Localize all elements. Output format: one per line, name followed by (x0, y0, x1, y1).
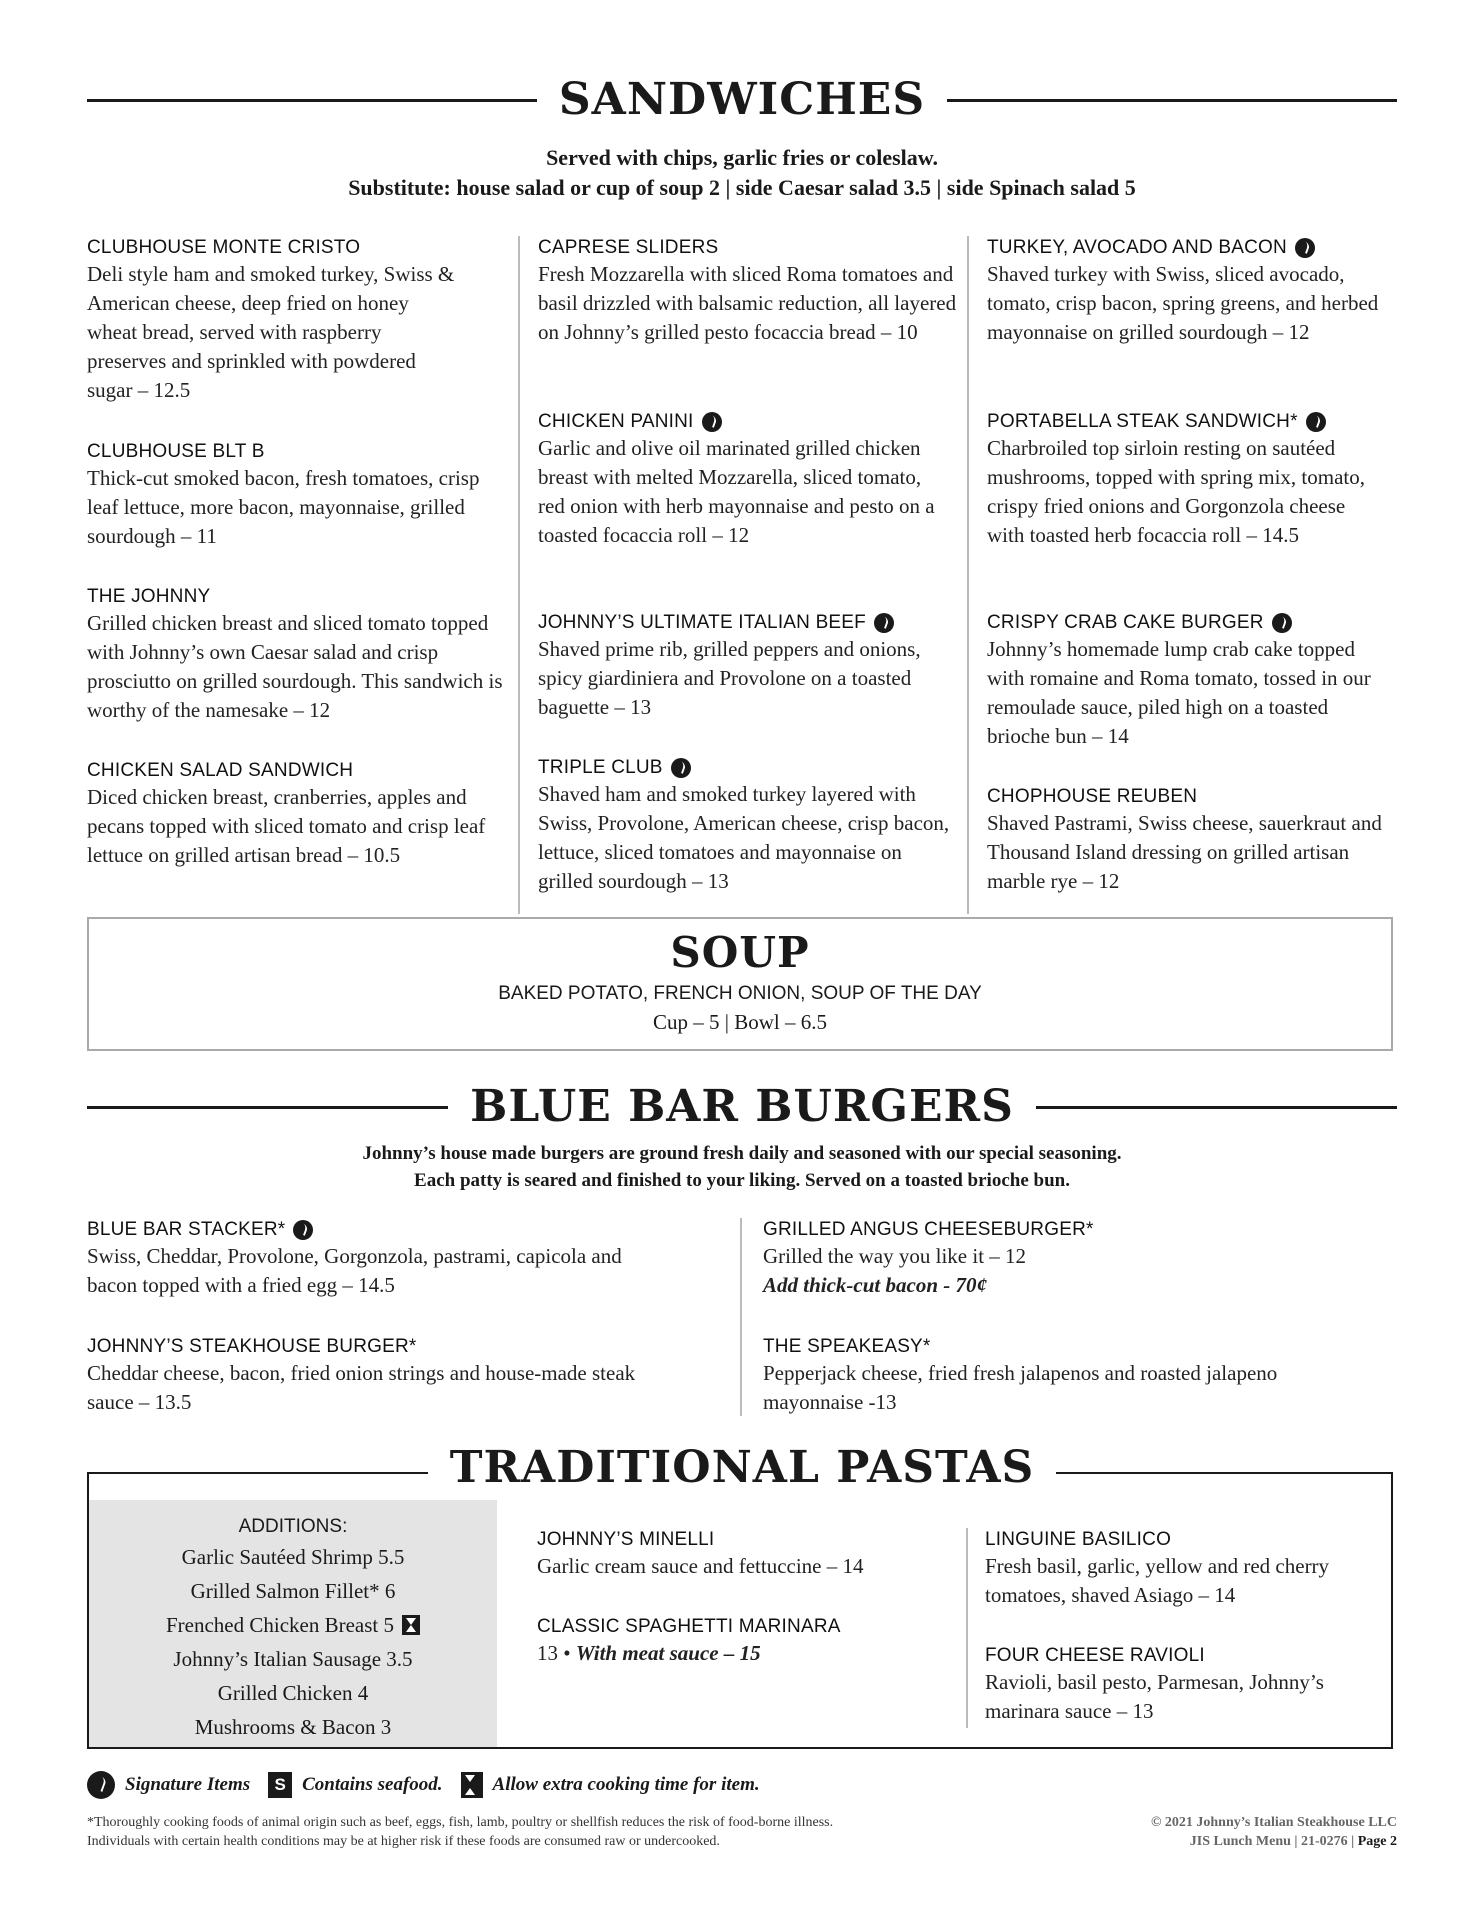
addition-label: Grilled Salmon Fillet* 6 (190, 1579, 396, 1603)
rule-line (947, 99, 1397, 102)
addition-item (89, 1574, 497, 1608)
column-divider (967, 236, 969, 914)
soup-title: SOUP (670, 928, 810, 977)
item-description: Shaved prime rib, grilled peppers and onions, spicy giardiniera and Provolone on a toasted baguette – 13 (538, 637, 921, 719)
item-description: Cheddar cheese, bacon, fried onion strings and house-made steak sauce – 13.5 (87, 1361, 636, 1414)
item-addon-text: Add thick-cut bacon - 70¢ (763, 1273, 987, 1297)
item-name: CAPRESE SLIDERS (538, 237, 719, 258)
item-name-text: TURKEY, AVOCADO AND BACON (987, 237, 1287, 258)
rule-line (87, 99, 537, 102)
soup-section (87, 917, 1393, 1051)
sandwiches-heading (87, 74, 1397, 125)
item-description: Pepperjack cheese, fried fresh jalapenos and roasted jalapeno mayonnaise -13 (763, 1361, 1278, 1414)
item-name-text: JOHNNY’S ULTIMATE ITALIAN BEEF (538, 612, 866, 633)
item-description: Shaved turkey with Swiss, sliced avocado, tomato, crisp bacon, spring greens, and herbed mayonnaise on grilled sourdough – 12 (987, 262, 1379, 344)
item-name: THE SPEAKEASY* (763, 1336, 931, 1357)
item-name (987, 236, 1397, 260)
seafood-icon: S (268, 1772, 292, 1798)
item-description: Fresh basil, garlic, yellow and red cherry tomatoes, shaved Asiago – 14 (985, 1554, 1330, 1607)
menu-item (538, 410, 963, 550)
item-description: Shaved Pastrami, Swiss cheese, sauerkraut and Thousand Island dressing on grilled artisan marble rye – 12 (987, 811, 1382, 893)
item-name (87, 1218, 687, 1242)
item-name: JOHNNY’S STEAKHOUSE BURGER* (87, 1336, 417, 1357)
page-number: Page 2 (1357, 1834, 1397, 1849)
footer-info (1151, 1813, 1397, 1851)
addition-label: Grilled Chicken 4 (217, 1681, 369, 1705)
copyright: © 2021 Johnny’s Italian Steakhouse LLC (1150, 1815, 1397, 1830)
item-name: CLUBHOUSE MONTE CRISTO (87, 237, 361, 258)
signature-icon (702, 412, 722, 432)
menu-item (87, 1335, 687, 1417)
burgers-subtitle: Johnny’s house made burgers are ground fresh daily and seasoned with our special seasoning. (362, 1143, 1122, 1164)
menu-item (538, 236, 963, 347)
menu-item (987, 611, 1397, 751)
menu-item (87, 236, 507, 405)
column-divider (966, 1528, 968, 1728)
item-description: Thick-cut smoked bacon, fresh tomatoes, crisp leaf lettuce, more bacon, mayonnaise, grilled sourdough – 11 (87, 466, 480, 548)
column-divider (740, 1218, 742, 1416)
signature-icon (1306, 412, 1326, 432)
item-option: With meat sauce – 15 (575, 1641, 761, 1665)
burgers-title: BLUE BAR BURGERS (470, 1081, 1014, 1132)
signature-icon (671, 758, 691, 778)
item-name: CLASSIC SPAGHETTI MARINARA (537, 1616, 841, 1637)
item-name: LINGUINE BASILICO (985, 1529, 1172, 1550)
item-name (987, 611, 1397, 635)
item-name: JOHNNY’S MINELLI (537, 1529, 715, 1550)
column-divider (518, 236, 520, 914)
item-name: GRILLED ANGUS CHEESEBURGER* (763, 1219, 1094, 1240)
burgers-heading (87, 1081, 1397, 1132)
addition-label: Garlic Sautéed Shrimp 5.5 (181, 1545, 405, 1569)
legend-seafood: Contains seafood. (302, 1774, 443, 1795)
legend-extra-time: Allow extra cooking time for item. (492, 1774, 760, 1795)
hourglass-icon (402, 1615, 420, 1635)
menu-item (763, 1335, 1363, 1417)
item-description: Ravioli, basil pesto, Parmesan, Johnny’s marinara sauce – 13 (985, 1670, 1324, 1723)
item-description: Garlic cream sauce and fettuccine – 14 (537, 1554, 864, 1578)
item-description: Grilled the way you like it – 12 (763, 1244, 1027, 1268)
menu-item (987, 236, 1397, 347)
sandwiches-title: SANDWICHES (558, 74, 926, 125)
soup-types: BAKED POTATO, FRENCH ONION, SOUP OF THE DAY (498, 983, 982, 1004)
item-description: Swiss, Cheddar, Provolone, Gorgonzola, pastrami, capicola and bacon topped with a fried egg – 14.5 (87, 1244, 622, 1297)
additions-panel (89, 1500, 497, 1747)
item-name-text: PORTABELLA STEAK SANDWICH* (987, 411, 1298, 432)
item-description (537, 1639, 937, 1668)
menu-item (537, 1528, 937, 1581)
signature-icon (1272, 613, 1292, 633)
addition-item (89, 1608, 497, 1642)
signature-icon (87, 1771, 115, 1799)
item-name-text: CRISPY CRAB CAKE BURGER (987, 612, 1264, 633)
signature-icon (1295, 238, 1315, 258)
menu-code (1151, 1832, 1397, 1851)
menu-item (985, 1528, 1375, 1610)
signature-icon (293, 1220, 313, 1240)
item-description: Grilled chicken breast and sliced tomato topped with Johnny’s own Caesar salad and crisp prosciutto on grilled sourdough. This sandwich is worthy of the namesake – 12 (87, 611, 503, 722)
item-description: Fresh Mozzarella with sliced Roma tomatoes and basil drizzled with balsamic reduction, all layered on Johnny’s grilled pesto focaccia bread – 10 (538, 262, 957, 344)
item-addon (763, 1271, 1363, 1300)
addition-label: Mushrooms & Bacon 3 (194, 1715, 392, 1739)
additions-title: ADDITIONS: (238, 1516, 348, 1537)
item-price: 13 • (537, 1641, 571, 1665)
item-description: Shaved ham and smoked turkey layered with Swiss, Provolone, American cheese, crisp bacon, lettuce, sliced tomatoes and mayonnaise on grilled sourdough – 13 (538, 782, 950, 893)
sandwiches-substitutes: Substitute: house salad or cup of soup 2 | side Caesar salad 3.5 | side Spinach salad 5 (348, 175, 1136, 200)
signature-icon (874, 613, 894, 633)
menu-item (87, 759, 507, 870)
item-name (987, 410, 1397, 434)
item-name-text: CHICKEN PANINI (538, 411, 694, 432)
food-safety-warning (87, 1813, 833, 1851)
menu-item (87, 585, 507, 725)
item-name (538, 611, 963, 635)
hourglass-icon (461, 1772, 483, 1798)
menu-item (985, 1644, 1375, 1726)
addition-label: Johnny’s Italian Sausage 3.5 (173, 1647, 413, 1671)
legend (87, 1771, 760, 1799)
menu-code-text: JIS Lunch Menu | 21-0276 | (1189, 1834, 1355, 1849)
item-name-text: TRIPLE CLUB (538, 757, 663, 778)
item-description: Diced chicken breast, cranberries, apples and pecans topped with sliced tomato and crisp leaf lettuce on grilled artisan bread – 10.5 (87, 785, 486, 867)
pasta-heading (0, 1440, 1484, 1496)
rule-line (87, 1106, 448, 1109)
addition-item (89, 1642, 497, 1676)
menu-item (987, 410, 1397, 550)
addition-label: Frenched Chicken Breast 5 (165, 1613, 395, 1637)
addition-item (89, 1540, 497, 1574)
rule-line (1036, 1106, 1397, 1109)
warning-line: *Thoroughly cooking foods of animal origin such as beef, eggs, fish, lamb, poultry or shellfish reduces the risk of food-borne illness. (87, 1815, 834, 1830)
addition-item (89, 1676, 497, 1710)
item-name (538, 410, 963, 434)
warning-line: Individuals with certain health conditions may be at higher risk if these foods are consumed raw or undercooked. (87, 1834, 720, 1849)
item-name: CHOPHOUSE REUBEN (987, 786, 1198, 807)
item-name: CLUBHOUSE BLT B (87, 441, 265, 462)
burgers-subtitle-2: Each patty is seared and finished to your liking. Served on a toasted brioche bun. (414, 1170, 1070, 1191)
legend-signature: Signature Items (125, 1774, 251, 1795)
menu-item (537, 1615, 937, 1668)
item-name: THE JOHNNY (87, 586, 211, 607)
item-name: FOUR CHEESE RAVIOLI (985, 1645, 1205, 1666)
item-description: Charbroiled top sirloin resting on sautéed mushrooms, topped with spring mix, tomato, crispy fried onions and Gorgonzola cheese with toasted herb focaccia roll – 14.5 (987, 436, 1365, 547)
item-name: CHICKEN SALAD SANDWICH (87, 760, 354, 781)
menu-item (987, 785, 1397, 896)
item-description: Garlic and olive oil marinated grilled chicken breast with melted Mozzarella, sliced tomato, red onion with herb mayonnaise and pesto on a toasted focaccia roll – 12 (538, 436, 935, 547)
sandwiches-subtitle: Served with chips, garlic fries or coleslaw. (546, 145, 938, 170)
addition-item (89, 1710, 497, 1744)
menu-item (763, 1218, 1363, 1300)
menu-item (538, 611, 963, 722)
menu-item (538, 756, 963, 896)
item-description: Deli style ham and smoked turkey, Swiss & American cheese, deep fried on honey wheat bread, served with raspberry preserves and sprinkled with powdered sugar – 12.5 (87, 262, 455, 402)
menu-item (87, 440, 507, 551)
menu-item (87, 1218, 687, 1300)
item-description: Johnny’s homemade lump crab cake topped with romaine and Roma tomato, tossed in our remoulade sauce, piled high on a toasted brioche bun – 14 (987, 637, 1371, 748)
item-name (538, 756, 963, 780)
item-name-text: BLUE BAR STACKER* (87, 1219, 286, 1240)
soup-price: Cup – 5 | Bowl – 6.5 (653, 1010, 827, 1034)
pasta-title: TRADITIONAL PASTAS (428, 1440, 1057, 1496)
